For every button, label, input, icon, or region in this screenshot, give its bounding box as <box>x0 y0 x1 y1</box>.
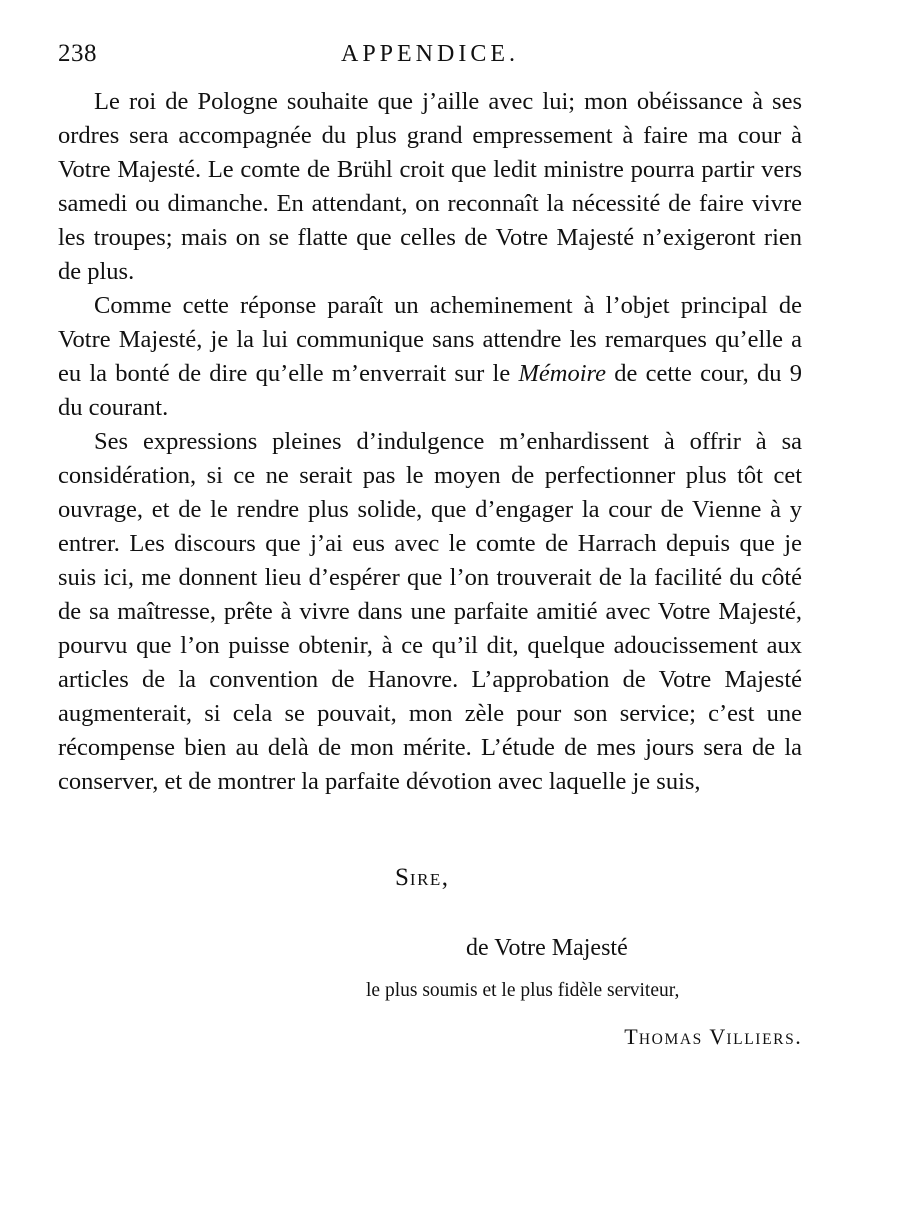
closing-line-2: le plus soumis et le plus fidèle serviteur, <box>366 980 680 1001</box>
letter-body <box>58 85 802 799</box>
paragraph-2-text-before: Comme cette réponse paraît un acheminement à l’objet principal de Votre Majesté, je la lui communique sans attendre les remarques qu’elle a eu la bonté de dire qu’elle m’enverrait sur le <box>58 292 802 387</box>
salutation-initial: S <box>395 864 410 891</box>
salutation <box>395 864 449 892</box>
page-number: 238 <box>58 40 97 67</box>
signature <box>624 1024 802 1050</box>
salutation-rest: IRE <box>409 870 442 889</box>
signature-first-rest: HOMAS <box>638 1031 703 1048</box>
paragraph-2-text-after: de cette cour, du 9 du courant. <box>58 360 802 421</box>
running-head: APPENDICE. <box>340 41 519 67</box>
closing-line-1: de Votre Majesté <box>466 935 628 961</box>
memoire-italic: Mémoire <box>518 360 607 387</box>
signature-punct: . <box>795 1024 802 1049</box>
paragraph-3: Ses expressions pleines d’indulgence m’enhardissent à offrir à sa considération, si ce ne serait pas le moyen de perfectionner plus tôt cet ouvrage, et de le rendre plus solide, que d’engager la cour de Vienne à y entrer. Les discours que j’ai eus avec le comte de Harrach depuis que je suis ici, me donnent lieu d’espérer que l’on trouverait de la facilité du côté de sa maîtresse, prête à vivre dans une parfaite amitié avec Votre Majesté, pourvu que l’on puisse obtenir, à ce qu’il dit, quelque adoucissement aux articles de la convention de Hanovre. L’approbation de Votre Majesté augmenterait, si cela se pouvait, mon zèle pour son service; c’est une récompense bien au delà de mon mérite. L’étude de mes jours sera de la conserver, et de montrer la parfaite dévotion avec laquelle je suis, <box>58 428 802 795</box>
salutation-punct: , <box>441 864 450 891</box>
paragraph-1: Le roi de Pologne souhaite que j’aille avec lui; mon obéissance à ses ordres sera accompagnée du plus grand empressement à faire ma cour à Votre Majesté. Le comte de Brühl croit que ledit ministre pourra partir vers samedi ou dimanche. En attendant, on reconnaît la nécessité de faire vivre les troupes; mais on se flatte que celles de Votre Majesté n’exigeront rien de plus. <box>58 88 802 285</box>
paragraph-2 <box>58 289 802 425</box>
signature-last-rest: ILLIERS <box>726 1031 796 1048</box>
signature-last-initial: V <box>709 1024 727 1049</box>
signature-first-initial: T <box>624 1024 639 1049</box>
